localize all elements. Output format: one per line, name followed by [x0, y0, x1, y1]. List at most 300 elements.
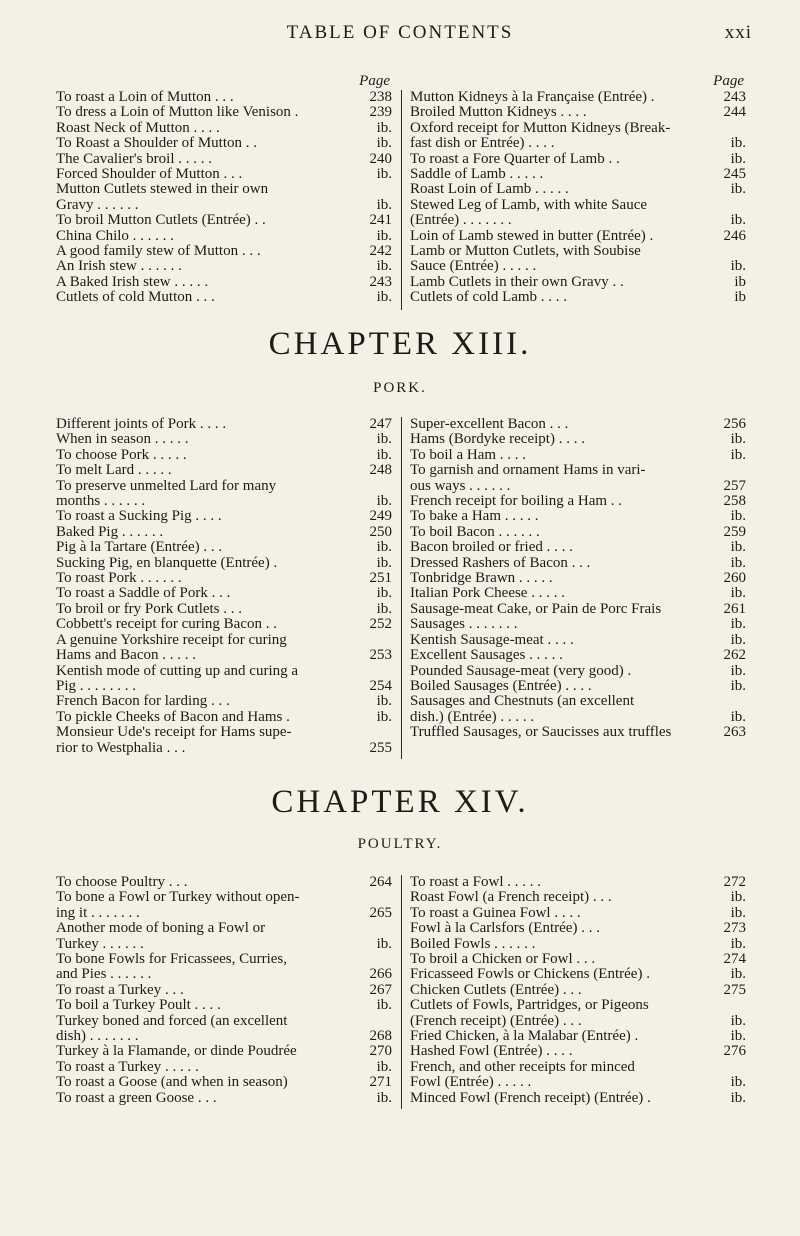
toc-entry-title: Tonbridge Brawn . . . . .: [410, 570, 553, 587]
toc-entry-page: ib.: [376, 554, 392, 571]
toc-entry: [410, 1075, 746, 1090]
toc-entry-title: Loin of Lamb stewed in butter (Entrée) .: [410, 227, 654, 244]
toc-entry: [410, 259, 746, 274]
toc-entry-title: Hams (Bordyke receipt) . . . .: [410, 431, 585, 448]
column-divider: [401, 90, 402, 310]
toc-entry-title: French Bacon for larding . . .: [56, 693, 230, 710]
toc-entry-page: 249: [369, 508, 392, 525]
toc-entry-page: ib.: [730, 585, 746, 602]
toc-entry-page: ib.: [730, 554, 746, 571]
toc-entry-title: Sauce (Entrée) . . . . .: [410, 258, 537, 275]
column-divider: [401, 875, 402, 1109]
toc-entry-title: Cutlets of cold Mutton . . .: [56, 289, 215, 306]
toc-entry: [410, 906, 746, 921]
toc-entry: [56, 275, 392, 290]
toc-entry: [56, 648, 392, 663]
toc-entry-title: rior to Westphalia . . .: [56, 739, 186, 756]
toc-entry: [56, 983, 392, 998]
toc-entry: [410, 494, 746, 509]
toc-entry: [56, 463, 392, 478]
column-divider: [401, 417, 402, 759]
toc-entry-page: 256: [723, 416, 746, 432]
mutton-column-left: [56, 72, 392, 306]
chapter-xiv-subject: POULTRY.: [357, 836, 443, 852]
toc-entry-title: Turkey à la Flamande, or dinde Poudrée: [56, 1043, 297, 1060]
toc-entry: [410, 479, 746, 494]
toc-entry-page: ib.: [730, 889, 746, 906]
toc-entry-page: 263: [723, 724, 746, 741]
toc-entry-page: 265: [369, 904, 392, 921]
toc-entry-title: To roast a Goose (and when in season): [56, 1074, 288, 1091]
toc-entry: [410, 540, 746, 555]
toc-entry-title: Different joints of Pork . . . .: [56, 416, 227, 432]
toc-entry-title: Baked Pig . . . . . .: [56, 523, 164, 540]
toc-entry-title: Excellent Sausages . . . . .: [410, 647, 563, 664]
toc-entry-title: Mutton Cutlets stewed in their own: [56, 181, 269, 198]
toc-entry-title: Super-excellent Bacon . . .: [410, 416, 569, 432]
toc-entry-title: Roast Loin of Lamb . . . . .: [410, 181, 569, 198]
toc-entry-page: 243: [369, 273, 392, 290]
toc-entry-page: ib.: [730, 135, 746, 152]
toc-entry: [410, 198, 746, 213]
toc-entry: [410, 1091, 746, 1106]
toc-entry: [56, 679, 392, 694]
toc-entry-title: Fried Chicken, à la Malabar (Entrée) .: [410, 1028, 639, 1045]
toc-entry-title: Lamb Cutlets in their own Gravy . .: [410, 273, 624, 290]
toc-entry: [56, 1075, 392, 1090]
toc-entry-title: To roast a Turkey . . .: [56, 981, 184, 998]
toc-entry-page: ib.: [376, 600, 392, 617]
toc-entry: [56, 1029, 392, 1044]
toc-entry-title: ous ways . . . . . .: [410, 477, 511, 494]
toc-entry: [410, 998, 746, 1013]
toc-entry-page: ib.: [376, 166, 392, 183]
toc-entry-page: 240: [369, 150, 392, 167]
toc-entry-page: ib.: [376, 119, 392, 136]
toc-entry-title: French, and other receipts for minced: [410, 1058, 635, 1075]
toc-entry-page: 248: [369, 462, 392, 479]
toc-entry-title: A Baked Irish stew . . . . .: [56, 273, 209, 290]
toc-entry-page: ib.: [376, 935, 392, 952]
toc-entry-page: ib.: [376, 997, 392, 1014]
toc-entry-page: ib.: [376, 431, 392, 448]
toc-entry-page: 251: [369, 570, 392, 587]
toc-entry: [410, 664, 746, 679]
toc-entry-title: Gravy . . . . . .: [56, 196, 139, 213]
poultry-column-right: [410, 875, 746, 1106]
toc-entry-title: Turkey boned and forced (an excellent: [56, 1012, 288, 1029]
toc-entry-page: 264: [369, 874, 392, 890]
toc-entry: [410, 1060, 746, 1075]
toc-entry-page: ib.: [730, 150, 746, 167]
toc-entry-page: ib.: [376, 493, 392, 510]
toc-entry: [56, 525, 392, 540]
toc-entry-title: China Chilo . . . . . .: [56, 227, 174, 244]
toc-entry: [410, 244, 746, 259]
toc-entry: [56, 556, 392, 571]
toc-entry-title: To roast a Fore Quarter of Lamb . .: [410, 150, 620, 167]
toc-entry: [410, 571, 746, 586]
toc-entry: [410, 694, 746, 709]
toc-entry: [410, 633, 746, 648]
toc-entry-title: To garnish and ornament Hams in vari-: [410, 462, 646, 479]
toc-entry: [56, 417, 392, 432]
toc-entry-page: 244: [723, 104, 746, 121]
toc-entry-page: 258: [723, 493, 746, 510]
toc-entry-title: and Pies . . . . . .: [56, 966, 152, 983]
toc-entry-page: 245: [723, 166, 746, 183]
chapter-xiv-heading: CHAPTER XIV.: [271, 784, 529, 820]
toc-entry-title: When in season . . . . .: [56, 431, 189, 448]
toc-entry-title: Pig à la Tartare (Entrée) . . .: [56, 539, 223, 556]
toc-entry: [410, 105, 746, 120]
toc-entry-title: Bacon broiled or fried . . . .: [410, 539, 573, 556]
toc-entry-title: To roast a Sucking Pig . . . .: [56, 508, 222, 525]
poultry-column-left: [56, 875, 392, 1106]
toc-entry-title: Chicken Cutlets (Entrée) . . .: [410, 981, 582, 998]
toc-entry-title: A good family stew of Mutton . . .: [56, 243, 261, 260]
toc-entry-page: ib.: [730, 935, 746, 952]
toc-entry-title: To roast a green Goose . . .: [56, 1089, 217, 1106]
toc-entry-title: Fowl (Entrée) . . . . .: [410, 1074, 532, 1091]
toc-entry: [410, 525, 746, 540]
toc-entry-title: To broil Mutton Cutlets (Entrée) . .: [56, 212, 266, 229]
toc-entry-page: ib.: [376, 289, 392, 306]
chapter-xiii-subject: PORK.: [373, 380, 427, 396]
toc-entry-title: Sausage-meat Cake, or Pain de Porc Frais: [410, 600, 662, 617]
chapter-xiii-heading: CHAPTER XIII.: [268, 326, 532, 362]
toc-entry-title: months . . . . . .: [56, 493, 146, 510]
toc-entry-page: ib.: [376, 446, 392, 463]
toc-entry: [56, 875, 392, 890]
toc-entry-page: ib.: [376, 539, 392, 556]
toc-entry-page: ib.: [730, 1074, 746, 1091]
toc-entry-page: 253: [369, 647, 392, 664]
toc-entry: [56, 244, 392, 259]
toc-entry-page: ib.: [376, 1089, 392, 1106]
toc-entry: [56, 586, 392, 601]
toc-entry: [56, 259, 392, 274]
toc-entry-page: ib.: [730, 431, 746, 448]
toc-entry-title: Hams and Bacon . . . . .: [56, 647, 196, 664]
toc-entry-page: 239: [369, 104, 392, 121]
toc-entry-title: To bone Fowls for Fricassees, Curries,: [56, 951, 287, 968]
toc-entry: [56, 494, 392, 509]
toc-entry-page: 255: [369, 739, 392, 756]
toc-entry: [410, 463, 746, 478]
toc-entry: [410, 602, 746, 617]
toc-entry: [56, 121, 392, 136]
toc-entry-page: 257: [723, 477, 746, 494]
toc-entry: [56, 432, 392, 447]
toc-entry-page: ib.: [376, 708, 392, 725]
toc-entry-title: Sucking Pig, en blanquette (Entrée) .: [56, 554, 278, 571]
toc-entry-page: ib.: [730, 212, 746, 229]
toc-entry-title: Dressed Rashers of Bacon . . .: [410, 554, 591, 571]
toc-entry-page: ib.: [376, 1058, 392, 1075]
toc-entry: [56, 152, 392, 167]
toc-entry-page: ib.: [376, 227, 392, 244]
toc-entry-page: ib.: [730, 904, 746, 921]
toc-entry: [410, 875, 746, 890]
toc-entry-page: 276: [723, 1043, 746, 1060]
toc-entry-title: To boil a Ham . . . .: [410, 446, 527, 463]
toc-entry-page: ib.: [730, 508, 746, 525]
toc-entry: [56, 952, 392, 967]
page-column-label: Page: [359, 73, 390, 89]
toc-entry: [56, 694, 392, 709]
toc-entry-title: Another mode of boning a Fowl or: [56, 920, 266, 937]
toc-entry-title: To boil a Turkey Poult . . . .: [56, 997, 221, 1014]
toc-entry: [410, 448, 746, 463]
toc-entry: [410, 167, 746, 182]
toc-entry-title: fast dish or Entrée) . . . .: [410, 135, 555, 152]
toc-entry: [56, 136, 392, 151]
toc-entry-title: To choose Poultry . . .: [56, 874, 188, 890]
toc-entry-page: 250: [369, 523, 392, 540]
toc-entry-title: Minced Fowl (French receipt) (Entrée) .: [410, 1089, 651, 1106]
toc-entry: [56, 710, 392, 725]
toc-entry: [410, 121, 746, 136]
toc-entry-title: Monsieur Ude's receipt for Hams supe-: [56, 724, 292, 741]
toc-entry-title: dish) . . . . . . .: [56, 1028, 139, 1045]
toc-entry-title: A genuine Yorkshire receipt for curing: [56, 631, 287, 648]
toc-entry-page: 260: [723, 570, 746, 587]
toc-entry-title: To bone a Fowl or Turkey without open-: [56, 889, 300, 906]
toc-entry-title: Saddle of Lamb . . . . .: [410, 166, 544, 183]
toc-entry: [410, 182, 746, 197]
toc-entry: [410, 1029, 746, 1044]
toc-entry: [410, 417, 746, 432]
toc-entry-title: Cobbett's receipt for curing Bacon . .: [56, 616, 277, 633]
toc-entry-title: ing it . . . . . . .: [56, 904, 140, 921]
toc-entry: [56, 617, 392, 632]
poultry-contents: [56, 875, 760, 1115]
toc-entry-title: Stewed Leg of Lamb, with white Sauce: [410, 196, 648, 213]
pork-column-left: [56, 417, 392, 756]
toc-entry-title: To broil or fry Pork Cutlets . . .: [56, 600, 243, 617]
toc-entry-page: 262: [723, 647, 746, 664]
toc-entry-title: The Cavalier's broil . . . . .: [56, 150, 212, 167]
toc-entry: [56, 1060, 392, 1075]
toc-entry-title: Sausages and Chestnuts (an excellent: [410, 693, 635, 710]
toc-entry-title: French receipt for boiling a Ham . .: [410, 493, 623, 510]
toc-entry: [410, 556, 746, 571]
toc-entry-page: 252: [369, 616, 392, 633]
toc-entry: [410, 725, 746, 740]
toc-entry-page: 275: [723, 981, 746, 998]
toc-entry: [410, 275, 746, 290]
toc-entry-title: To Roast a Shoulder of Mutton . .: [56, 135, 258, 152]
toc-entry: [410, 509, 746, 524]
toc-entry: [410, 152, 746, 167]
toc-entry-page: ib: [734, 273, 746, 290]
toc-entry: [410, 983, 746, 998]
toc-entry-title: Roast Fowl (a French receipt) . . .: [410, 889, 612, 906]
toc-entry-page: 242: [369, 243, 392, 260]
toc-entry-title: Fowl à la Carlsfors (Entrée) . . .: [410, 920, 600, 937]
toc-entry: [56, 90, 392, 105]
toc-entry: [56, 921, 392, 936]
toc-entry: [410, 967, 746, 982]
toc-entry-title: Boiled Fowls . . . . . .: [410, 935, 536, 952]
toc-entry-title: To choose Pork . . . . .: [56, 446, 187, 463]
toc-entry-title: To roast Pork . . . . . .: [56, 570, 182, 587]
toc-entry: [56, 741, 392, 756]
toc-entry-title: Truffled Sausages, or Saucisses aux truffles: [410, 724, 672, 741]
toc-entry-title: dish.) (Entrée) . . . . .: [410, 708, 535, 725]
mutton-contents: [56, 72, 760, 312]
toc-entry-page: 247: [369, 416, 392, 432]
toc-entry-page: ib.: [376, 258, 392, 275]
toc-entry: [410, 290, 746, 305]
toc-entry-page: 254: [369, 677, 392, 694]
toc-entry-page: ib.: [730, 616, 746, 633]
toc-entry-title: (Entrée) . . . . . . .: [410, 212, 512, 229]
toc-entry-title: To bake a Ham . . . . .: [410, 508, 539, 525]
toc-entry-page: 271: [369, 1074, 392, 1091]
toc-entry: [56, 1014, 392, 1029]
toc-entry: [56, 213, 392, 228]
toc-entry-page: ib.: [730, 662, 746, 679]
toc-entry: [56, 509, 392, 524]
toc-entry: [410, 213, 746, 228]
toc-entry-title: Roast Neck of Mutton . . . .: [56, 119, 220, 136]
toc-entry-page: ib.: [730, 446, 746, 463]
toc-entry: [56, 664, 392, 679]
toc-entry-page: ib.: [730, 1089, 746, 1106]
toc-entry: [56, 479, 392, 494]
toc-entry: [56, 633, 392, 648]
toc-entry-title: Hashed Fowl (Entrée) . . . .: [410, 1043, 573, 1060]
toc-entry: [56, 998, 392, 1013]
toc-entry: [410, 136, 746, 151]
toc-entry-page: ib.: [730, 708, 746, 725]
toc-entry-title: An Irish stew . . . . . .: [56, 258, 182, 275]
toc-entry-title: Oxford receipt for Mutton Kidneys (Break-: [410, 119, 671, 136]
toc-entry: [56, 571, 392, 586]
toc-entry-page: 266: [369, 966, 392, 983]
toc-entry-page: ib.: [730, 631, 746, 648]
toc-entry: [410, 679, 746, 694]
toc-entry: [56, 937, 392, 952]
toc-entry: [56, 906, 392, 921]
toc-entry-page: ib.: [730, 1028, 746, 1045]
toc-entry: [410, 890, 746, 905]
toc-entry-title: To pickle Cheeks of Bacon and Hams .: [56, 708, 290, 725]
toc-entry: [56, 167, 392, 182]
page-column-label: Page: [713, 73, 744, 89]
toc-entry-title: Fricasseed Fowls or Chickens (Entrée) .: [410, 966, 650, 983]
toc-entry-title: (French receipt) (Entrée) . . .: [410, 1012, 582, 1029]
toc-entry-page: 241: [369, 212, 392, 229]
toc-entry-title: To broil a Chicken or Fowl . . .: [410, 951, 596, 968]
toc-entry-page: 272: [723, 874, 746, 890]
toc-entry-title: Pounded Sausage-meat (very good) .: [410, 662, 632, 679]
toc-entry: [410, 710, 746, 725]
toc-entry-page: ib.: [730, 677, 746, 694]
toc-entry-title: Lamb or Mutton Cutlets, with Soubise: [410, 243, 641, 260]
toc-entry-title: To roast a Loin of Mutton . . .: [56, 89, 234, 105]
mutton-column-right: [410, 72, 746, 306]
toc-entry-title: To preserve unmelted Lard for many: [56, 477, 277, 494]
toc-entry: [56, 1091, 392, 1106]
toc-entry: [410, 921, 746, 936]
running-title: TABLE OF CONTENTS: [286, 22, 514, 43]
toc-entry-page: 267: [369, 981, 392, 998]
toc-entry: [56, 540, 392, 555]
toc-entry: [410, 952, 746, 967]
toc-entry: [56, 290, 392, 305]
toc-entry-title: To dress a Loin of Mutton like Venison .: [56, 104, 299, 121]
toc-entry-page: 259: [723, 523, 746, 540]
toc-entry-page: 270: [369, 1043, 392, 1060]
running-head: [40, 22, 760, 52]
toc-entry-title: Italian Pork Cheese . . . . .: [410, 585, 565, 602]
toc-entry-title: Kentish Sausage-meat . . . .: [410, 631, 574, 648]
toc-entry-page: 268: [369, 1028, 392, 1045]
toc-entry: [56, 448, 392, 463]
toc-entry-page: ib.: [730, 539, 746, 556]
toc-entry: [410, 1044, 746, 1059]
toc-entry-title: To melt Lard . . . . .: [56, 462, 172, 479]
toc-entry-page: ib: [734, 289, 746, 306]
toc-entry-page: ib.: [730, 258, 746, 275]
toc-entry-title: To roast a Turkey . . . . .: [56, 1058, 199, 1075]
toc-entry: [410, 90, 746, 105]
toc-entry: [56, 229, 392, 244]
toc-entry-page: 238: [369, 89, 392, 105]
page-folio: xxi: [724, 22, 752, 43]
toc-entry-page: ib.: [376, 196, 392, 213]
toc-entry-page: ib.: [376, 585, 392, 602]
toc-entry-title: To roast a Guinea Fowl . . . .: [410, 904, 581, 921]
toc-entry-page: ib.: [730, 966, 746, 983]
pork-column-right: [410, 417, 746, 741]
toc-entry-title: Cutlets of Fowls, Partridges, or Pigeons: [410, 997, 649, 1014]
toc-entry: [410, 648, 746, 663]
toc-entry-page: 261: [723, 600, 746, 617]
toc-entry-page: 274: [723, 951, 746, 968]
toc-entry: [56, 725, 392, 740]
toc-entry: [56, 105, 392, 120]
toc-entry-title: Turkey . . . . . .: [56, 935, 144, 952]
toc-entry: [56, 967, 392, 982]
toc-entry: [410, 1014, 746, 1029]
toc-entry-title: To boil Bacon . . . . . .: [410, 523, 540, 540]
toc-entry: [410, 617, 746, 632]
toc-entry-title: Broiled Mutton Kidneys . . . .: [410, 104, 587, 121]
toc-entry: [56, 182, 392, 197]
toc-entry-page: ib.: [730, 181, 746, 198]
toc-entry: [56, 890, 392, 905]
toc-entry: [410, 937, 746, 952]
toc-entry-title: To roast a Fowl . . . . .: [410, 874, 542, 890]
toc-entry-page: ib.: [730, 1012, 746, 1029]
toc-entry: [56, 1044, 392, 1059]
toc-entry: [56, 602, 392, 617]
toc-entry-page: ib.: [376, 135, 392, 152]
toc-entry: [410, 229, 746, 244]
toc-entry-title: Kentish mode of cutting up and curing a: [56, 662, 299, 679]
toc-entry-title: Cutlets of cold Lamb . . . .: [410, 289, 568, 306]
pork-contents: [56, 417, 760, 762]
toc-entry-title: Mutton Kidneys à la Française (Entrée) .: [410, 89, 655, 105]
toc-entry-page: 246: [723, 227, 746, 244]
toc-entry-title: To roast a Saddle of Pork . . .: [56, 585, 231, 602]
toc-entry-page: 273: [723, 920, 746, 937]
toc-entry-title: Forced Shoulder of Mutton . . .: [56, 166, 243, 183]
